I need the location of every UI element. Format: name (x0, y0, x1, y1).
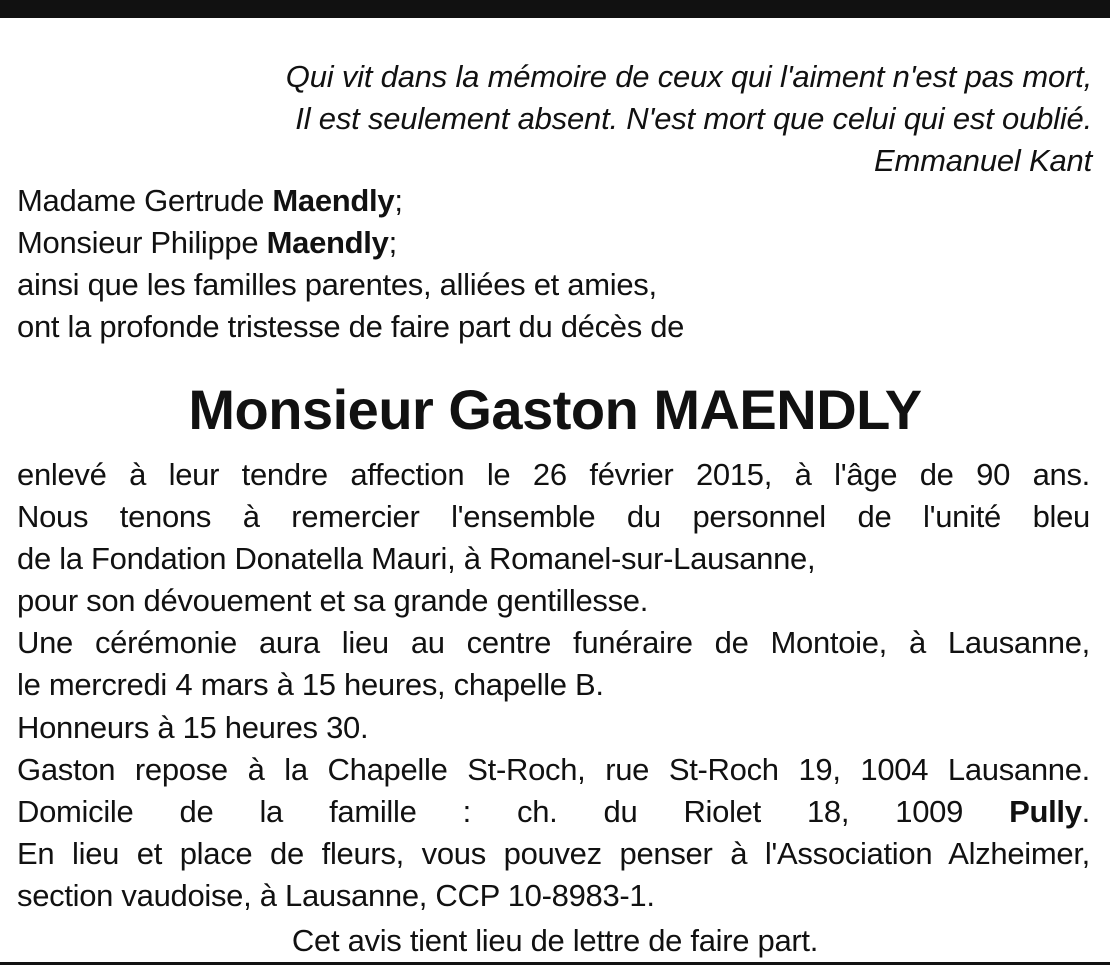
body-line: de la Fondation Donatella Mauri, à Romanel-sur-Lausanne, (17, 541, 816, 577)
epigraph-line: Qui vit dans la mémoire de ceux qui l'aiment n'est pas mort, (285, 59, 1092, 94)
bottom-border-rule (0, 962, 1110, 965)
closing-note: Cet avis tient lieu de lettre de faire part. (291, 923, 819, 958)
body-line: En lieu et place de fleurs, vous pouvez penser à l'Association Alzheimer, (17, 835, 1090, 871)
announcement-intro-line: ont la profonde tristesse de faire part du décès de (17, 309, 685, 344)
family-member-line: Monsieur Philippe Maendly; (17, 225, 397, 260)
surname: Maendly (266, 225, 389, 260)
body-line: section vaudoise, à Lausanne, CCP 10-8983-1. (17, 877, 655, 913)
family-announcers (17, 180, 684, 348)
deceased-name: Monsieur Gaston MAENDLY (188, 378, 922, 441)
family-member-line: Madame Gertrude Maendly; (17, 183, 403, 218)
body-line: enlevé à leur tendre affection le 26 février 2015, à l'âge de 90 ans. (17, 457, 1090, 492)
body-line: le mercredi 4 mars à 15 heures, chapelle B. (17, 667, 604, 703)
body-line: Une cérémonie aura lieu au centre funéraire de Montoie, à Lausanne, (17, 625, 1090, 661)
domicile-line: Domicile de la famille : ch. du Riolet 18, 1009 Pully. (17, 793, 1090, 829)
body-line: pour son dévouement et sa grande gentillesse. (17, 583, 649, 619)
surname: Maendly (272, 183, 395, 218)
epigraph (286, 56, 1092, 182)
body-line: Honneurs à 15 heures 30. (17, 709, 369, 745)
body-line: Nous tenons à remercier l'ensemble du personnel de l'unité bleu (17, 499, 1090, 535)
epigraph-author: Emmanuel Kant (874, 143, 1092, 178)
notice-body (17, 454, 1090, 917)
top-border-rule (0, 0, 1110, 18)
family-relatives-line: ainsi que les familles parentes, alliées et amies, (17, 267, 657, 302)
body-line: Gaston repose à la Chapelle St-Roch, rue St-Roch 19, 1004 Lausanne. (17, 751, 1090, 787)
epigraph-line: Il est seulement absent. N'est mort que celui qui est oublié. (295, 101, 1092, 136)
locality: Pully (1009, 793, 1082, 829)
